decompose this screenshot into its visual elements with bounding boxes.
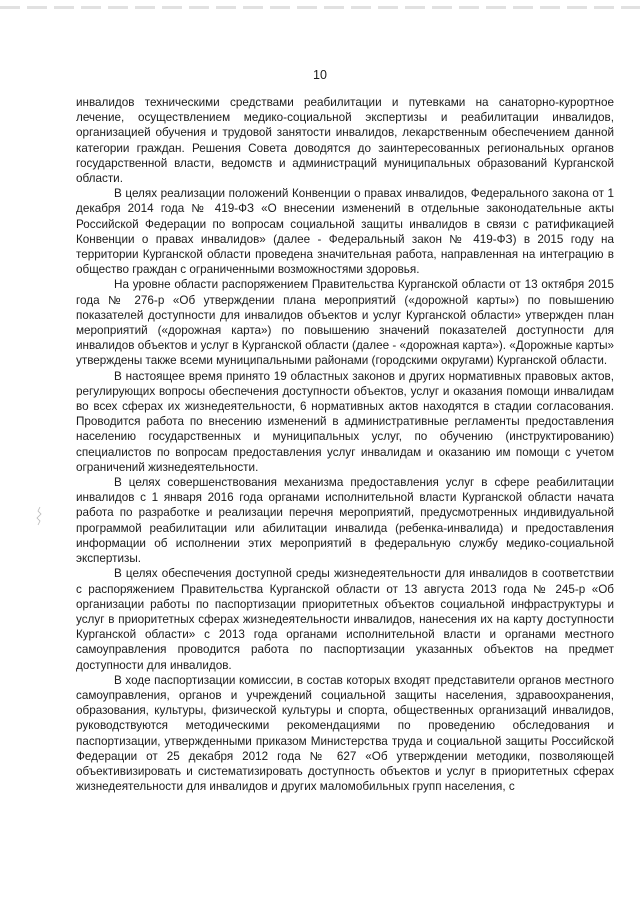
page-number: 10 <box>313 68 327 82</box>
paragraph: В целях совершенствования механизма предоставления услуг в сфере реабилитации инвалидов с 1 января 2016 года органами исполнительной власти Курганской области начата работа по разработке и реализации перечня мероприятий, предусмотренных индивидуальной программой реабилитации или абилитации инвалида (ребенка-инвалида) и предоставления информации об исполнении этих мероприятий в федеральную службу медико-социальной экспертизы. <box>76 476 614 566</box>
paragraph: На уровне области распоряжением Правительства Курганской области от 13 октября 2015 года № 276-р «Об утверждении плана мероприятий («дорожной карты») по повышению показателей доступности для инвалидов объектов и услуг Курганской области» утвержден план мероприятий («дорожная карта») по повышению значений показателей доступности для инвалидов объектов и услуг в Курганской области (далее - «дорожная карта»). «Дорожные карты» утверждены также всеми муниципальными районами (городскими округами) Курганской области. <box>76 278 614 368</box>
document-body <box>76 95 614 794</box>
scan-artifact-line <box>0 6 640 9</box>
paragraph: В целях реализации положений Конвенции о правах инвалидов, Федерального закона от 1 декабря 2014 года № 419-ФЗ «О внесении изменений в отдельные законодательные акты Российской Федерации по вопросам социальной защиты инвалидов в связи с ратификацией Конвенции о правах инвалидов» (далее - Федеральный закон № 419-ФЗ) в 2015 году на территории Курганской области проведена значительная работа, направленная на интеграцию в общество граждан с ограниченными возможностями здоровья. <box>76 187 614 277</box>
margin-scan-mark <box>34 505 44 527</box>
paragraph: В целях обеспечения доступной среды жизнедеятельности для инвалидов в соответствии с распоряжением Правительства Курганской области от 13 августа 2013 года № 245-р «Об организации работы по паспортизации приоритетных объектов социальной инфраструктуры и услуг в приоритетных сферах жизнедеятельности инвалидов, нанесения их на карту доступности Курганской области» с 2013 года органами исполнительной власти и органами местного самоуправления проводится работа по паспортизации указанных объектов на предмет доступности для инвалидов. <box>76 567 614 672</box>
paragraph: В ходе паспортизации комиссии, в состав которых входят представители органов местного самоуправления, органов и учреждений социальной защиты населения, здравоохранения, образования, культуры, физической культуры и спорта, общественных организаций инвалидов, руководствуются методическими рекомендациями по проведению обследования и паспортизации, утвержденными приказом Министерства труда и социальной защиты Российской Федерации от 25 декабря 2012 года № 627 «Об утверждении методики, позволяющей объективизировать и систематизировать доступность объектов и услуг в приоритетных сферах жизнедеятельности для инвалидов и других маломобильных групп населения, с <box>76 673 614 794</box>
paragraph: В настоящее время принято 19 областных законов и других нормативных правовых актов, регулирующих вопросы обеспечения доступности объектов, услуг и оказания помощи инвалидам во всех сферах их жизнедеятельности, 6 нормативных актов находятся в стадии согласования. Проводится работа по внесению изменений в административные регламенты предоставления населению государственных и муниципальных услуг, по обучению (инструктированию) специалистов по вопросам предоставления услуг инвалидам и оказанию им помощи с учетом ограничений жизнедеятельности. <box>76 369 614 474</box>
paragraph-continuation: инвалидов техническими средствами реабилитации и путевками на санаторно-курортное лечение, осуществлением медико-социальной экспертизы и реабилитации инвалидов, организацией обучения и трудовой занятости инвалидов, лекарственным обеспечением данной категории граждан. Решения Совета доводятся до заинтересованных региональных органов государственной власти, ведомств и администраций муниципальных образований Курганской области. <box>76 96 614 186</box>
